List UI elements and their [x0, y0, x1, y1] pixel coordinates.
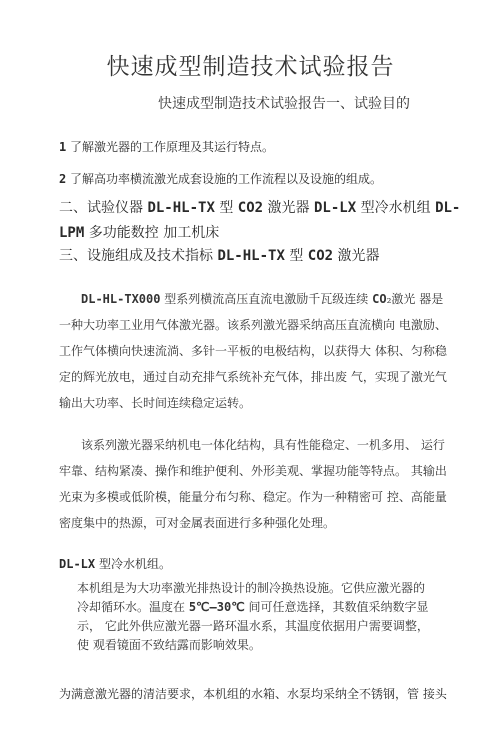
temperature-range: 5℃—30℃ — [188, 600, 245, 614]
section-2-model-1: DL-HL-TX — [147, 200, 215, 216]
section-2-model-4: DL- — [435, 200, 461, 216]
chiller-line-2 — [77, 598, 437, 617]
section-2-model-2: CO2 — [237, 200, 264, 216]
chiller-model: DL-LX — [59, 557, 96, 571]
paragraph-laser-features: 该系列激光器采纳机电一体化结构，具有性能稳定、一机多用、 运行牢靠、结构紧凑、操作和维护便利、外形美观、掌握功能等特点。 其输出光束为多模或低阶模，能量分布匀称、稳定。作为一种精密可 控、高能量密度集中的热源，可对金属表面进行多种强化处理。 — [59, 438, 447, 530]
chiller-description — [77, 579, 437, 655]
paragraph-1-text-a: 型系列横流高压直流电激励千瓦级连续 — [160, 292, 373, 306]
document-title: 快速成型制造技术试验报告 — [106, 54, 395, 80]
section-3-prefix: 三、设施组成及技术指标 — [59, 248, 218, 264]
section-2-text-4: 多功能数控 加工机床 — [84, 225, 220, 241]
purpose-item-1 — [59, 138, 274, 155]
purpose-text-2: 了解高功率横流激光成套设施的工作流程以及设施的组成。 — [66, 172, 383, 186]
chiller-line-2a: 冷却循环水。温度在 — [77, 600, 189, 614]
purpose-text-1: 了解激光器的工作原理及其运行特点。 — [66, 140, 275, 154]
section-2-prefix: 二、试验仪器 — [59, 200, 148, 216]
chiller-line-2b: 间可任意选择，其数值采纳数字显 — [244, 600, 429, 614]
section-3-text-2: 激光器 — [333, 248, 380, 264]
section-3-model-1: DL-HL-TX — [217, 248, 285, 264]
section-3-heading — [59, 245, 380, 265]
section-2-heading — [59, 197, 460, 217]
paragraph-laser-description — [59, 286, 451, 416]
section-2-heading-cont — [59, 222, 219, 242]
chiller-line-3: 示， 它此外供应激光器一路环温水系，其温度依据用户需要调整， — [77, 619, 429, 633]
purpose-number-2: 2 — [59, 172, 67, 186]
section-2-text-3: 型冷水机组 — [356, 200, 436, 216]
last-line: 为满意激光器的清洁要求，本机组的水箱、水泵均采纳全不锈钢，管 接头 — [59, 687, 447, 701]
paragraph-1-text-b: ₂激光 器是一种大功率工业用气体激光器。该系列激光器采纳高压直流横向 电激励、工作气体横向快速流淌、多针一平板的电极结构，以获得大 体积、匀称稳定的辉光放电，通过自动充排气系统补充气体，排出废 气，实现了激光气输出大功率、长时间连续稳定运转。 — [59, 292, 447, 410]
purpose-item-2 — [59, 170, 382, 187]
section-3-model-2: CO2 — [307, 248, 334, 264]
co-formula: CO — [372, 292, 387, 306]
laser-model-number: DL-HL-TX000 — [81, 292, 161, 306]
chiller-line-4: 使 观看镜面不致结露而影响效果。 — [77, 638, 261, 652]
section-2-model-3: DL-LX — [314, 200, 357, 216]
section-2-text-2: 激光器 — [263, 200, 314, 216]
chiller-heading-text: 型冷水机组。 — [95, 557, 171, 571]
chiller-line-1: 本机组是为大功率激光排热设计的制冷换热设施。它供应激光器的 — [77, 581, 426, 595]
section-2-text-1: 型 — [214, 200, 238, 216]
document-subtitle: 快速成型制造技术试验报告一、试验目的 — [158, 96, 410, 112]
purpose-number-1: 1 — [59, 140, 67, 154]
section-2-model-5: LPM — [59, 225, 85, 241]
chiller-heading — [59, 555, 171, 572]
section-3-text-1: 型 — [284, 248, 308, 264]
